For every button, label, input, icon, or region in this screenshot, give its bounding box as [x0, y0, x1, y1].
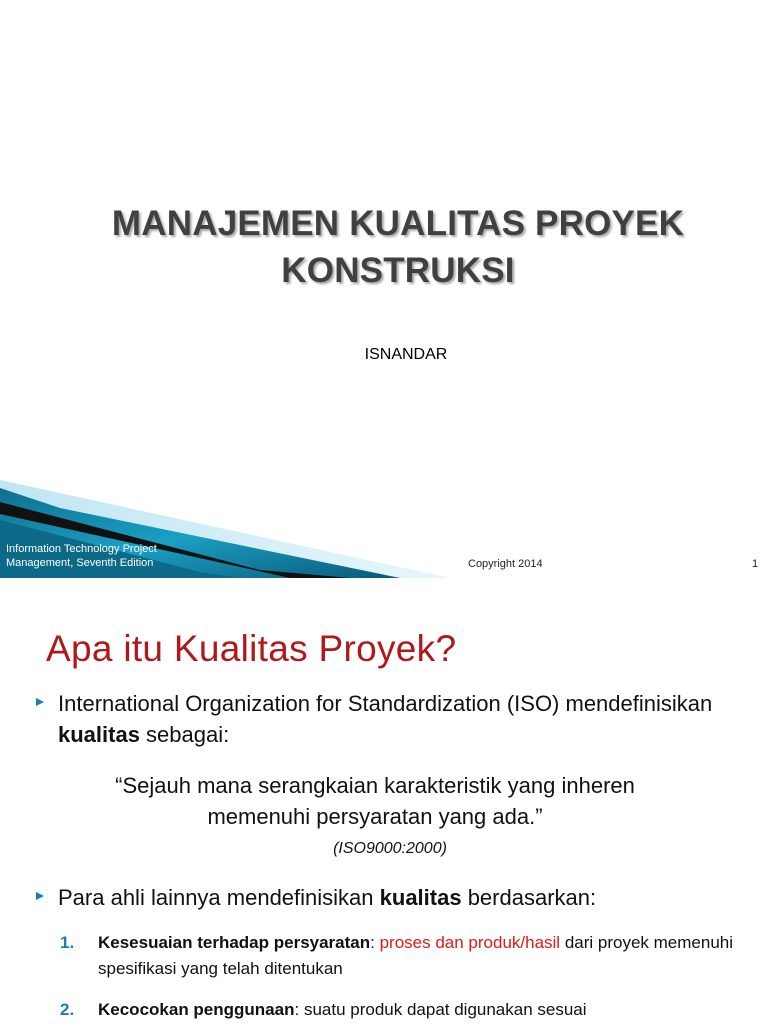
item-2-rest: suatu produk dapat digunakan sesuai — [303, 1000, 587, 1019]
quote-line-1: “Sejauh mana serangkaian karakteristik yang inheren — [115, 773, 635, 798]
item-2-bold: Kecocokan penggunaan — [98, 1000, 295, 1019]
numbered-item — [60, 997, 740, 1023]
copyright-text: Copyright 2014 — [468, 558, 543, 570]
bullet-experts-definition — [36, 882, 756, 913]
item-1-rest: dari proyek memenuhi spesifikasi yang telah ditentukan — [98, 933, 734, 978]
title-line-1: MANAJEMEN KUALITAS PROYEK — [111, 204, 685, 243]
page-number: 1 — [752, 558, 759, 570]
item-2-colon: : — [294, 1000, 304, 1019]
item-number: 1. — [60, 933, 75, 952]
bullet-1-bold: kualitas — [58, 722, 140, 747]
slide-title — [40, 200, 756, 294]
bullet-arrow-icon — [36, 698, 44, 706]
bullet-2-post: berdasarkan: — [461, 885, 597, 910]
quote-line-2: memenuhi persyaratan yang ada.” — [207, 804, 543, 829]
footer-line-2: Management, Seventh Edition — [6, 557, 154, 569]
item-1-bold: Kesesuaian terhadap persyaratan — [98, 933, 371, 952]
item-1-colon: : — [370, 933, 380, 952]
footer-book-title — [6, 542, 157, 570]
bullet-1-post: sebagai: — [139, 722, 230, 747]
numbered-item — [60, 930, 740, 982]
bullet-text — [58, 882, 756, 913]
item-text — [98, 930, 740, 982]
bullet-arrow-icon — [36, 892, 44, 900]
slide-2 — [0, 590, 768, 1024]
iso-quote — [40, 770, 710, 832]
slide-divider — [0, 578, 768, 590]
footer-line-1: Information Technology Project — [6, 543, 157, 555]
bullet-1-pre: International Organization for Standardization (ISO) mendefinisikan — [58, 691, 713, 716]
bullet-text — [58, 688, 756, 750]
item-number: 2. — [60, 1000, 75, 1019]
bullet-iso-definition — [36, 688, 756, 750]
bullet-2-bold: kualitas — [379, 885, 462, 910]
item-text — [98, 997, 740, 1023]
author-name: ISNANDAR — [364, 346, 448, 363]
item-1-highlight: proses dan produk/hasil — [379, 933, 561, 952]
iso-reference: (ISO9000:2000) — [333, 840, 447, 857]
slide-heading: Apa itu Kualitas Proyek? — [46, 628, 457, 669]
bullet-2-pre: Para ahli lainnya mendefinisikan — [58, 885, 380, 910]
title-line-2: KONSTRUKSI — [281, 251, 515, 290]
